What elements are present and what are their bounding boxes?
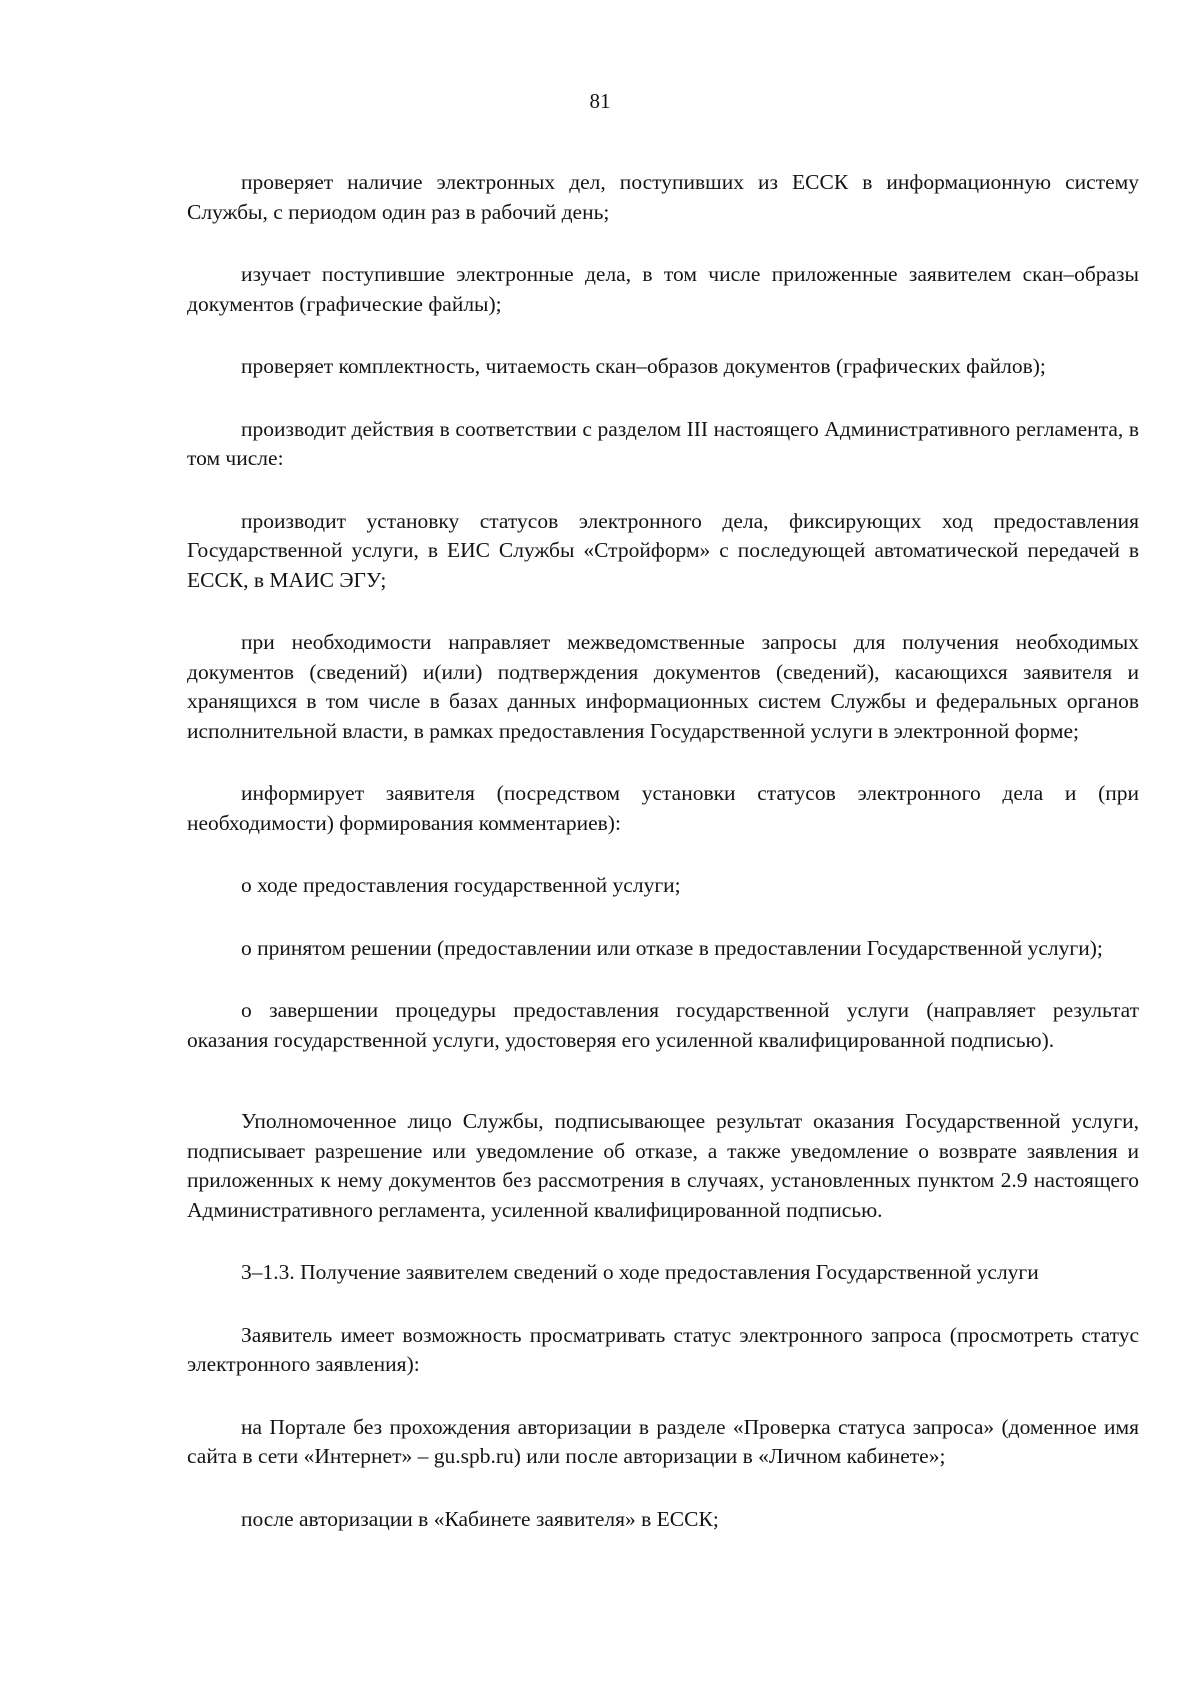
- paragraph: изучает поступившие электронные дела, в том числе приложенные заявителем скан–образы документов (графические файлы);: [187, 262, 1139, 316]
- paragraph: о завершении процедуры предоставления государственной услуги (направляет результат оказания государственной услуги, удостоверяя его усиленной квалифицированной подписью).: [187, 998, 1139, 1052]
- paragraph: производит установку статусов электронного дела, фиксирующих ход предоставления Государственной услуги, в ЕИС Службы «Стройформ» с последующей автоматической передачей в ЕССК, в МАИС ЭГУ;: [187, 508, 1139, 592]
- paragraph: о ходе предоставления государственной услуги;: [241, 873, 681, 897]
- paragraph: на Портале без прохождения авторизации в разделе «Проверка статуса запроса» (доменное имя сайта в сети «Интернет» – gu.spb.ru) или после авторизации в «Личном кабинете»;: [187, 1414, 1139, 1468]
- paragraph: проверяет комплектность, читаемость скан–образов документов (графических файлов);: [241, 354, 1046, 378]
- paragraph: информирует заявителя (посредством установки статусов электронного дела и (при необходимости) формирования комментариев):: [187, 781, 1139, 835]
- paragraph: о принятом решении (предоставлении или отказе в предоставлении Государственной услуги);: [241, 935, 1103, 960]
- paragraph: Уполномоченное лицо Службы, подписывающее результат оказания Государственной услуги, подписывает разрешение или уведомление об отказе, а также уведомление о возврате заявления и приложенных к нему документов без рассмотрения в случаях, установленных пунктом 2.9 настоящего Административного регламента, усиленной квалифицированной подписью.: [187, 1109, 1139, 1222]
- paragraph: производит действия в соответствии с разделом III настоящего Административного регламента, в том числе:: [187, 416, 1139, 470]
- paragraph: Заявитель имеет возможность просматривать статус электронного запроса (просмотреть статус электронного заявления):: [187, 1322, 1139, 1376]
- section-heading: 3–1.3. Получение заявителем сведений о ходе предоставления Государственной услуги: [241, 1260, 1039, 1284]
- paragraph: после авторизации в «Кабинете заявителя» в ЕССК;: [241, 1506, 719, 1531]
- paragraph: проверяет наличие электронных дел, поступивших из ЕССК в информационную систему Службы, с периодом один раз в рабочий день;: [187, 170, 1139, 224]
- document-body: [187, 168, 1139, 1534]
- paragraph: при необходимости направляет межведомственные запросы для получения необходимых документов (сведений) и(или) подтверждения документов (сведений), касающихся заявителя и хранящихся в том числе в базах данных информационных систем Службы и федеральных органов исполнительной власти, в рамках предоставления Государственной услуги в электронной форме;: [187, 630, 1139, 743]
- page-number: 81: [589, 89, 611, 113]
